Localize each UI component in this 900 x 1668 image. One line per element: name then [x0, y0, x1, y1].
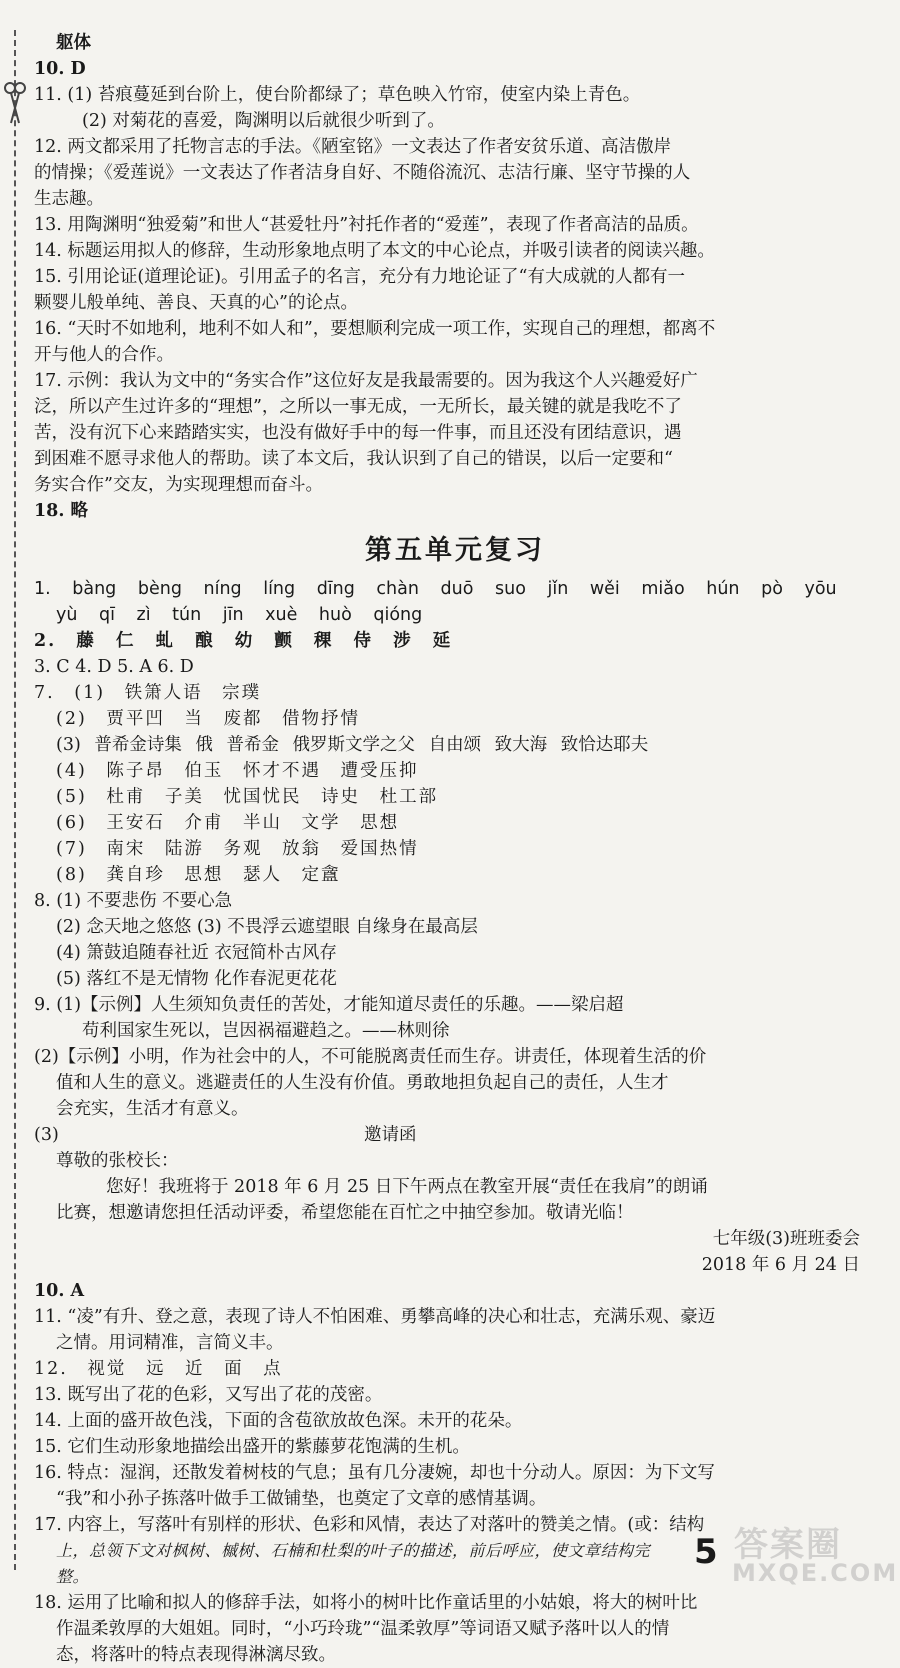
text-line: 14. 标题运用拟人的修辞，生动形象地点明了本文的中心论点，并吸引读者的阅读兴趣。	[34, 241, 715, 261]
text-line: 10. A	[34, 1281, 85, 1301]
text-line: 12. 两文都采用了托物言志的手法。《陋室铭》一文表达了作者安贫乐道、高洁傲岸	[34, 137, 672, 157]
text-line: 躯体	[56, 33, 91, 53]
text-line: 上，总领下文对枫树、槭树、石楠和杜梨的叶子的描述，前后呼应，使文章结构完	[56, 1541, 651, 1560]
letter-signature: 七年级(3)班班委会	[712, 1229, 860, 1249]
text-line: (3) 普希金诗集 俄 普希金 俄罗斯文学之父 自由颂 致大海 致恰达耶夫	[56, 735, 649, 755]
text-line: 16. “天时不如地利，地利不如人和”，要想顺利完成一项工作，实现自己的理想，都离不	[34, 319, 716, 339]
text-line: (2)【示例】小明，作为社会中的人，不可能脱离责任而生存。讲责任，体现着生活的价	[34, 1047, 707, 1067]
page-number: 5	[694, 1532, 718, 1572]
text-line: 泛，所以产生过许多的“理想”，之所以一事无成，一无所长，最关键的就是我吃不了	[34, 397, 682, 417]
text-line: 生志趣。	[34, 189, 104, 209]
text-line: 2. 藤 仁 虬 酿 幼 颤 稞 侍 涉 延	[34, 631, 453, 651]
text-line: 到困难不愿寻求他人的帮助。读了本文后，我认识到了自己的错误，以后一定要和“	[34, 449, 673, 469]
letter-header	[34, 1122, 876, 1148]
text-line: 的情操；《爱莲说》一文表达了作者洁身自好、不随俗流沉、志洁行廉、坚守节操的人	[34, 163, 691, 183]
text-line: 18. 运用了比喻和拟人的修辞手法，如将小的树叶比作童话里的小姑娘，将大的树叶比	[34, 1593, 698, 1613]
letter-body: 您好！我班将于 2018 年 6 月 25 日下午两点在教室开展“责任在我肩”的朗诵	[106, 1177, 708, 1197]
text-line: 务实合作”交友，为实现理想而奋斗。	[34, 475, 323, 495]
text-line: (2) 对菊花的喜爱，陶渊明以后就很少听到了。	[82, 111, 445, 131]
text-line: 8. (1) 不要悲伤 不要心急	[34, 891, 233, 911]
text-line: (6) 王安石 介甫 半山 文学 思想	[56, 813, 400, 833]
text-line: 13. 既写出了花的色彩，又写出了花的茂密。	[34, 1385, 383, 1405]
text-line: 11. (1) 苔痕蔓延到台阶上，使台阶都绿了；草色映入竹帘，使室内染上青色。	[34, 85, 641, 105]
text-line: 3. C 4. D 5. A 6. D	[34, 657, 194, 677]
text-line: “我”和小孙子拣落叶做手工做铺垫，也奠定了文章的感情基调。	[56, 1489, 547, 1509]
letter-salutation: 尊敬的张校长：	[56, 1151, 179, 1171]
text-line: (7) 南宋 陆游 务观 放翁 爱国热情	[56, 839, 419, 859]
cut-line	[14, 30, 16, 1570]
text-line: 开与他人的合作。	[34, 345, 174, 365]
text-line: 10. D	[34, 59, 86, 79]
text-line: 颗婴儿般单纯、善良、天真的心”的论点。	[34, 293, 358, 313]
letter-date: 2018 年 6 月 24 日	[701, 1255, 860, 1275]
text-line: 7. (1) 铁箫人语 宗璞	[34, 683, 262, 703]
text-line: 之情。用词精准，言简义丰。	[56, 1333, 284, 1353]
text-line: (2) 念天地之悠悠 (3) 不畏浮云遮望眼 自缘身在最高层	[56, 917, 478, 937]
watermark-logo-text: 答案圈	[734, 1525, 842, 1565]
text-line: 态，将落叶的特点表现得淋漓尽致。	[56, 1645, 336, 1665]
text-line: 苟利国家生死以，岂因祸福避趋之。——林则徐	[82, 1021, 450, 1041]
section-title: 第五单元复习	[365, 535, 545, 566]
pinyin-line: yù qī zì tún jīn xuè huò qióng	[56, 605, 423, 625]
text-line: 13. 用陶渊明“独爱菊”和世人“甚爱牡丹”衬托作者的“爱莲”，表现了作者高洁的品质。	[34, 215, 699, 235]
letter-label: (3)	[34, 1125, 59, 1145]
text-line: 16. 特点：湿润，还散发着树枝的气息；虽有几分凄婉，却也十分动人。原因：为下文写	[34, 1463, 715, 1483]
letter-title: 邀请函	[364, 1125, 417, 1145]
letter-body: 比赛，想邀请您担任活动评委，希望您能在百忙之中抽空参加。敬请光临！	[56, 1203, 634, 1223]
text-line: (4) 陈子昂 伯玉 怀才不遇 遭受压抑	[56, 761, 419, 781]
text-line: 11. “凌”有升、登之意，表现了诗人不怕困难、勇攀高峰的决心和壮志，充满乐观、豪迈	[34, 1307, 716, 1327]
text-line: 17. 示例：我认为文中的“务实合作”这位好友是我最需要的。因为我这个人兴趣爱好广	[34, 371, 698, 391]
text-line: 12. 视觉 远 近 面 点	[34, 1359, 283, 1379]
scissors-icon	[2, 78, 28, 138]
text-line: 15. 引用论证(道理论证)。引用孟子的名言，充分有力地论证了“有大成就的人都有一	[34, 267, 685, 287]
text-line: (4) 箫鼓追随春社近 衣冠简朴古风存	[56, 943, 337, 963]
text-line: (5) 杜甫 子美 忧国忧民 诗史 杜工部	[56, 787, 439, 807]
text-line: 作温柔敦厚的大姐姐。同时，“小巧玲珑”“温柔敦厚”等词语又赋予落叶以人的情	[56, 1619, 670, 1639]
text-line: (5) 落红不是无情物 化作春泥更花花	[56, 969, 337, 989]
text-line: (2) 贾平凹 当 废都 借物抒情	[56, 709, 361, 729]
watermark-url: MXQE.COM	[732, 1559, 899, 1587]
text-line: 会充实，生活才有意义。	[56, 1099, 249, 1119]
text-line: 苦，没有沉下心来踏踏实实，也没有做好手中的每一件事，而且还没有团结意识，遇	[34, 423, 682, 443]
text-line: 值和人生的意义。逃避责任的人生没有价值。勇敢地担负起自己的责任，人生才	[56, 1073, 669, 1093]
pinyin-line: 1. bàng bèng níng líng dīng chàn duō suo jǐn wěi miǎo hún pò yōu	[34, 579, 837, 599]
answer-content	[34, 30, 876, 1668]
text-line: 18. 略	[34, 501, 89, 521]
text-line: 14. 上面的盛开故色浅，下面的含苞欲放故色深。未开的花朵。	[34, 1411, 523, 1431]
text-line: 9. (1)【示例】人生须知负责任的苦处，才能知道尽责任的乐趣。——梁启超	[34, 995, 624, 1015]
text-line: 15. 它们生动形象地描绘出盛开的紫藤萝花饱满的生机。	[34, 1437, 470, 1457]
watermark	[722, 1515, 899, 1591]
text-line: (8) 龚自珍 思想 瑟人 定盦	[56, 865, 341, 885]
text-line: 整。	[56, 1567, 90, 1586]
text-line: 17. 内容上，写落叶有别样的形状、色彩和风情，表达了对落叶的赞美之情。(或：结构	[34, 1515, 705, 1535]
